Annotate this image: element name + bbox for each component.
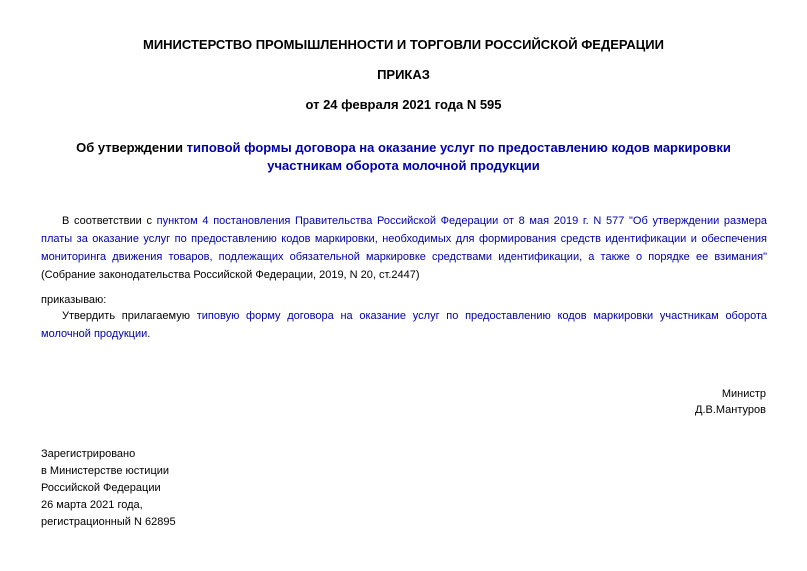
document-date-number: от 24 февраля 2021 года N 595 xyxy=(305,97,502,112)
signatory-name: Д.В.Мантуров xyxy=(695,404,766,416)
signatory-position: Министр xyxy=(721,388,766,400)
document-type-heading: ПРИКАЗ xyxy=(377,67,430,82)
decree-word: приказываю: xyxy=(41,294,107,306)
approval-suffix: . xyxy=(147,328,151,340)
registration-line-2: в Министерстве юстиции xyxy=(41,465,170,477)
approval-paragraph xyxy=(41,307,767,343)
document-title xyxy=(40,139,767,175)
registration-line-3: Российской Федерации xyxy=(41,482,161,494)
registration-line-4: 26 марта 2021 года, xyxy=(41,499,143,511)
title-link[interactable]: типовой формы договора на оказание услуг по предоставлению кодов маркировки участникам оборота молочной продукции xyxy=(186,140,731,173)
contract-form-link[interactable]: типовую форму договора на оказание услуг по предоставлению кодов маркировки участникам оборота молочной продукции xyxy=(41,310,768,340)
ministry-heading: МИНИСТЕРСТВО ПРОМЫШЛЕННОСТИ И ТОРГОВЛИ РОССИЙСКОЙ ФЕДЕРАЦИИ xyxy=(142,37,664,52)
registration-line-1: Зарегистрировано xyxy=(41,448,136,460)
preamble-paragraph xyxy=(41,212,767,284)
title-prefix: Об утверждении xyxy=(76,140,187,155)
resolution-link[interactable]: пунктом 4 постановления Правительства Российской Федерации от 8 мая 2019 г. N 577 "Об утверждении размера платы за оказание услуг по предоставлению кодов маркировки, необходимых для формирования средств идентификации и обеспечения мониторинга движения товаров, подлежащих обязательной маркировке средствами идентификации, а также о порядке ее взимания" xyxy=(41,215,767,263)
approval-prefix: Утвердить прилагаемую xyxy=(62,310,197,322)
registration-line-5: регистрационный N 62895 xyxy=(41,516,176,528)
preamble-suffix: (Собрание законодательства Российской Федерации, 2019, N 20, ст.2447) xyxy=(41,269,420,281)
preamble-prefix: В соответствии с xyxy=(62,215,157,227)
